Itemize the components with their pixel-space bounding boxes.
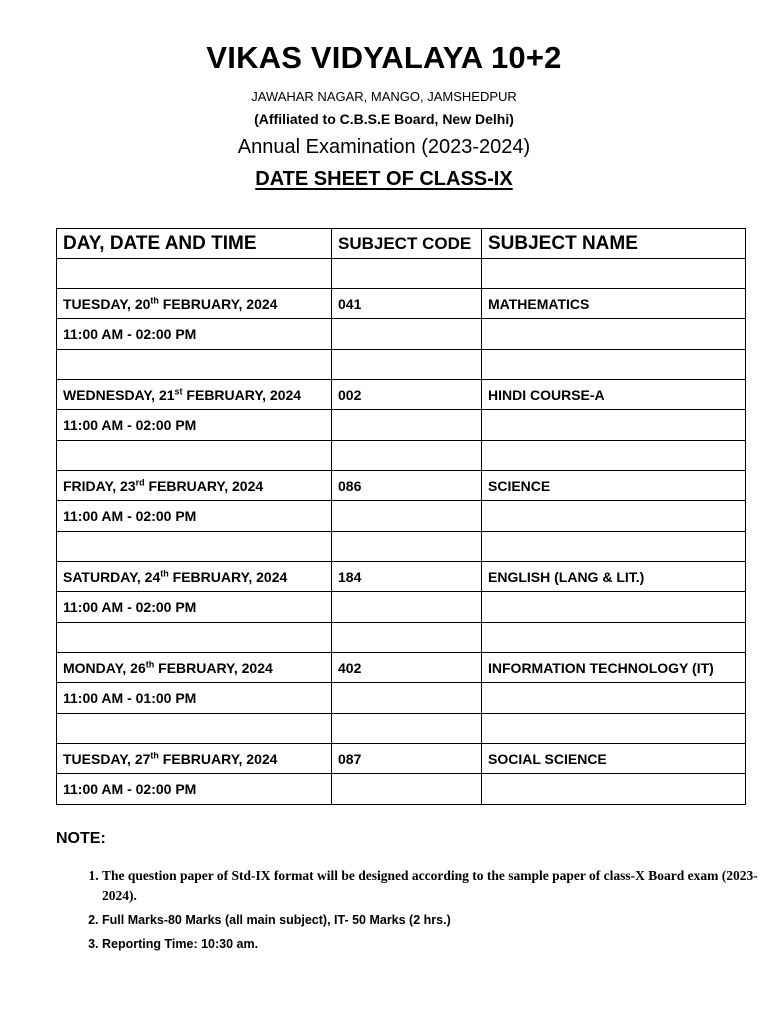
exam-month-year: FEBRUARY, 2024 <box>182 386 302 403</box>
note-item: 2. Full Marks-80 Marks (all main subject), IT- 50 Marks (2 hrs.) <box>102 910 762 930</box>
empty-cell <box>332 683 482 714</box>
empty-cell <box>482 592 746 623</box>
exam-date-cell <box>57 744 332 774</box>
exam-time-cell: 11:00 AM - 02:00 PM <box>57 501 332 532</box>
sheet-title-text: DATE SHEET OF CLASS-IX <box>255 168 513 190</box>
exam-day: FRIDAY, 23 <box>63 477 136 494</box>
empty-cell <box>332 350 482 380</box>
empty-cell <box>332 532 482 562</box>
empty-cell <box>57 441 332 471</box>
exam-time-cell: 11:00 AM - 02:00 PM <box>57 592 332 623</box>
exam-time-cell: 11:00 AM - 02:00 PM <box>57 774 332 805</box>
empty-cell <box>482 683 746 714</box>
column-header-day: DAY, DATE AND TIME <box>57 229 332 259</box>
sheet-title <box>0 168 768 191</box>
note-item: 3. Reporting Time: 10:30 am. <box>102 934 762 954</box>
empty-cell <box>482 259 746 289</box>
subject-code-cell: 402 <box>332 653 482 683</box>
table-row <box>57 683 746 714</box>
table-row <box>57 592 746 623</box>
table-row <box>57 380 746 410</box>
exam-day: TUESDAY, 27 <box>63 750 151 767</box>
exam-month-year: FEBRUARY, 2024 <box>158 295 278 312</box>
empty-cell <box>332 410 482 441</box>
exam-date-cell <box>57 562 332 592</box>
exam-day: TUESDAY, 20 <box>63 295 151 312</box>
date-suffix: th <box>150 749 159 760</box>
subject-name-cell: INFORMATION TECHNOLOGY (IT) <box>482 653 746 683</box>
subject-code-cell: 041 <box>332 289 482 319</box>
table-row <box>57 774 746 805</box>
empty-cell <box>482 774 746 805</box>
table-row <box>57 653 746 683</box>
date-sheet-table <box>56 228 746 805</box>
empty-cell <box>57 623 332 653</box>
exam-date-cell <box>57 289 332 319</box>
empty-cell <box>482 501 746 532</box>
table-row <box>57 319 746 350</box>
date-suffix: th <box>145 658 155 669</box>
date-suffix: th <box>160 567 169 578</box>
table-spacer-row <box>57 259 746 289</box>
empty-cell <box>57 714 332 744</box>
table-row <box>57 471 746 501</box>
exam-date-cell <box>57 471 332 501</box>
table-spacer-row <box>57 714 746 744</box>
table-spacer-row <box>57 350 746 380</box>
exam-time-cell: 11:00 AM - 02:00 PM <box>57 410 332 441</box>
empty-cell <box>482 714 746 744</box>
empty-cell <box>332 714 482 744</box>
table-row <box>57 289 746 319</box>
date-suffix: st <box>174 385 183 396</box>
column-header-code: SUBJECT CODE <box>332 229 482 259</box>
subject-name-cell: SOCIAL SCIENCE <box>482 744 746 774</box>
empty-cell <box>332 319 482 350</box>
empty-cell <box>332 259 482 289</box>
empty-cell <box>482 350 746 380</box>
empty-cell <box>482 319 746 350</box>
table-header-row <box>57 229 746 259</box>
empty-cell <box>332 592 482 623</box>
table-row <box>57 744 746 774</box>
exam-time-cell: 11:00 AM - 01:00 PM <box>57 683 332 714</box>
empty-cell <box>482 532 746 562</box>
exam-month-year: FEBRUARY, 2024 <box>154 659 273 676</box>
exam-date-cell <box>57 380 332 410</box>
table-body <box>57 259 746 805</box>
note-label: NOTE: <box>56 830 106 847</box>
empty-cell <box>332 623 482 653</box>
school-name: VIKAS VIDYALAYA 10+2 <box>206 40 562 75</box>
subject-code-cell: 184 <box>332 562 482 592</box>
date-suffix: rd <box>135 476 145 487</box>
subject-name-cell: HINDI COURSE-A <box>482 380 746 410</box>
empty-cell <box>57 259 332 289</box>
table-row <box>57 410 746 441</box>
exam-day: WEDNESDAY, 21 <box>63 386 175 403</box>
table-spacer-row <box>57 623 746 653</box>
empty-cell <box>332 501 482 532</box>
table-spacer-row <box>57 441 746 471</box>
column-header-subject: SUBJECT NAME <box>482 229 746 259</box>
exam-month-year: FEBRUARY, 2024 <box>158 750 278 767</box>
school-address: JAWAHAR NAGAR, MANGO, JAMSHEDPUR <box>251 89 517 104</box>
subject-name-cell: ENGLISH (LANG & LIT.) <box>482 562 746 592</box>
table-row <box>57 562 746 592</box>
exam-time-cell: 11:00 AM - 02:00 PM <box>57 319 332 350</box>
subject-name-cell: MATHEMATICS <box>482 289 746 319</box>
empty-cell <box>482 441 746 471</box>
subject-name-cell: SCIENCE <box>482 471 746 501</box>
exam-date-cell <box>57 653 332 683</box>
exam-title: Annual Examination (2023-2024) <box>237 136 531 158</box>
notes-list <box>56 866 762 958</box>
table-row <box>57 501 746 532</box>
subject-code-cell: 087 <box>332 744 482 774</box>
table-spacer-row <box>57 532 746 562</box>
exam-month-year: FEBRUARY, 2024 <box>144 477 264 494</box>
subject-code-cell: 086 <box>332 471 482 501</box>
empty-cell <box>332 774 482 805</box>
empty-cell <box>482 623 746 653</box>
empty-cell <box>332 441 482 471</box>
exam-day: SATURDAY, 24 <box>63 568 161 585</box>
exam-month-year: FEBRUARY, 2024 <box>168 568 288 585</box>
empty-cell <box>482 410 746 441</box>
empty-cell <box>57 350 332 380</box>
empty-cell <box>57 532 332 562</box>
affiliation: (Affiliated to C.B.S.E Board, New Delhi) <box>254 111 514 127</box>
note-item: 1. The question paper of Std-IX format will be designed according to the sample paper of class-X Board exam (2023-2024). <box>102 866 762 906</box>
date-suffix: th <box>150 294 159 305</box>
subject-code-cell: 002 <box>332 380 482 410</box>
exam-day: MONDAY, 26 <box>63 659 146 676</box>
